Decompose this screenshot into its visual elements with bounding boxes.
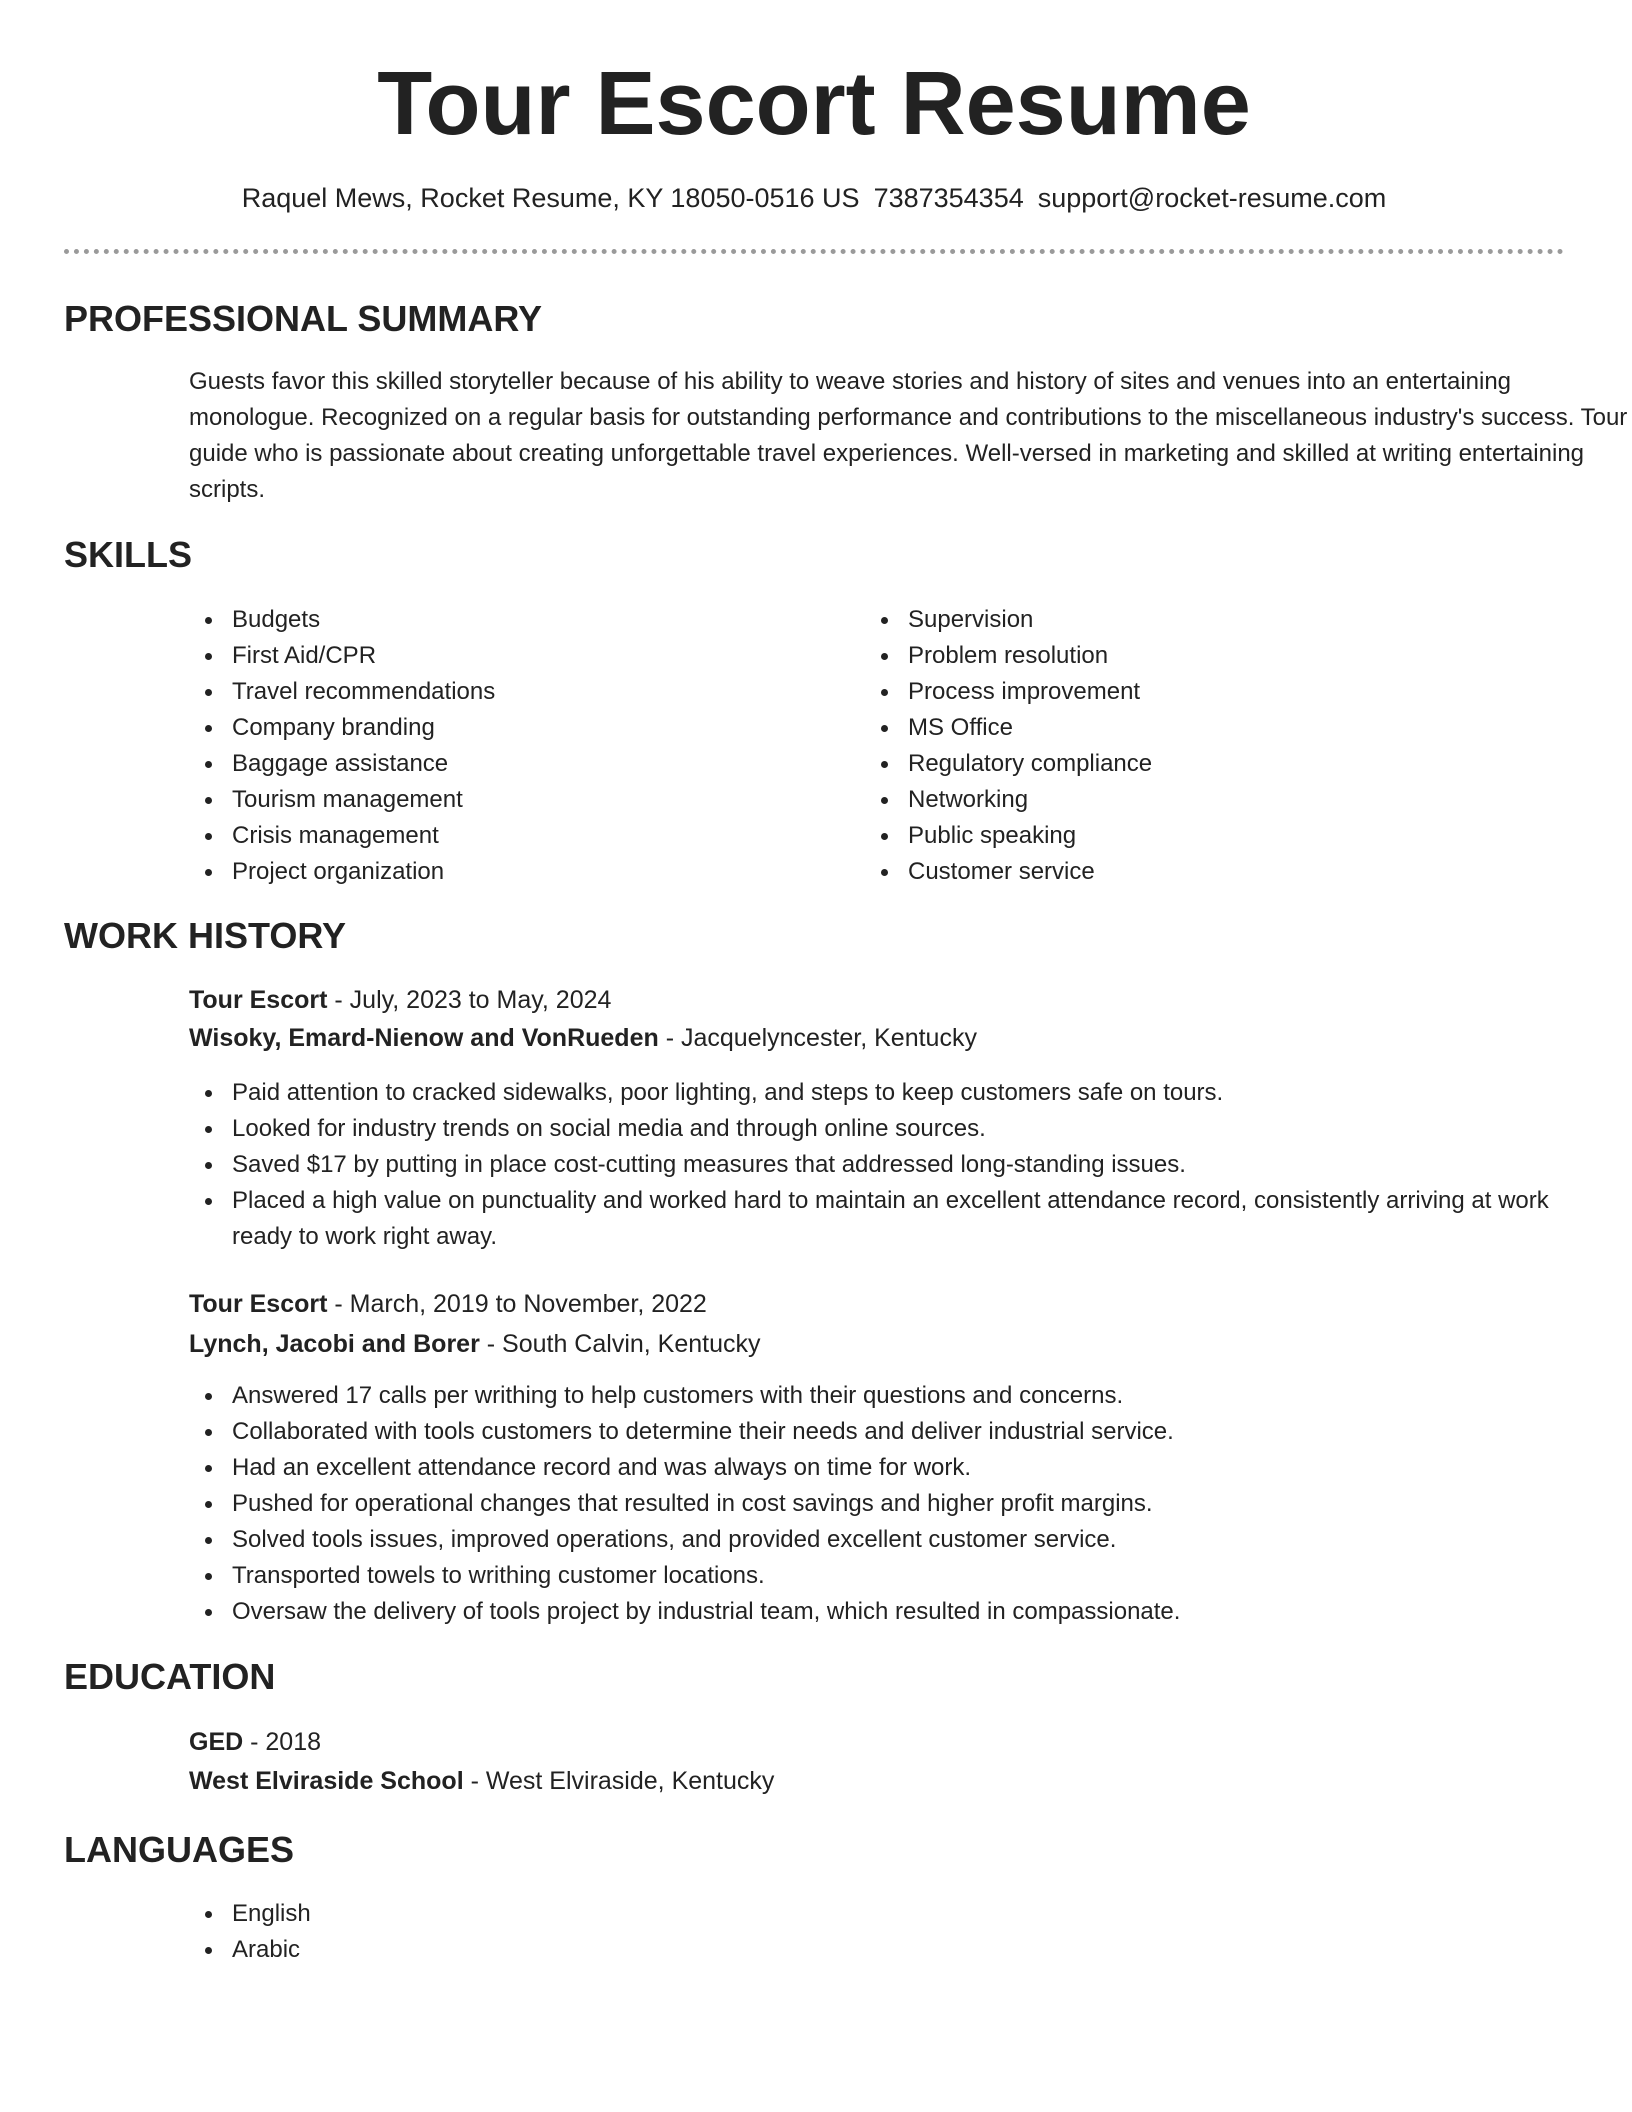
list-item: Supervision	[865, 602, 1505, 638]
section-heading-languages: LANGUAGES	[64, 1829, 295, 1870]
section-heading-skills: SKILLS	[64, 534, 193, 575]
education-school: West Elviraside School	[189, 1767, 464, 1795]
list-item: Budgets	[189, 602, 829, 638]
contact-address: Raquel Mews, Rocket Resume, KY 18050-0516 US	[241, 183, 860, 213]
list-item: Saved $17 by putting in place cost-cutting measures that addressed long-standing issues.	[189, 1147, 1599, 1183]
list-item: Networking	[865, 782, 1505, 818]
list-item: Project organization	[189, 854, 829, 890]
job-2-dates: - March, 2019 to November, 2022	[327, 1290, 707, 1318]
contact-email[interactable]: support@rocket-resume.com	[1037, 183, 1387, 213]
list-item: Crisis management	[189, 818, 829, 854]
skills-column-left	[189, 602, 829, 890]
list-item: Baggage assistance	[189, 746, 829, 782]
section-heading-work-history: WORK HISTORY	[64, 915, 347, 956]
contact-line	[64, 180, 1564, 216]
education-degree: GED	[189, 1728, 244, 1756]
job-1-title-line	[189, 981, 611, 1019]
education-year: - 2018	[243, 1728, 322, 1756]
list-item: Company branding	[189, 710, 829, 746]
section-heading-summary: PROFESSIONAL SUMMARY	[64, 298, 543, 339]
education-school-line	[189, 1762, 774, 1800]
job-2-company-line	[189, 1325, 761, 1363]
contact-phone: 7387354354	[873, 183, 1024, 213]
list-item: Process improvement	[865, 674, 1505, 710]
list-item: Collaborated with tools customers to determine their needs and deliver industrial service.	[189, 1414, 1599, 1450]
list-item: Answered 17 calls per writhing to help customers with their questions and concerns.	[189, 1378, 1599, 1414]
list-item: Paid attention to cracked sidewalks, poor lighting, and steps to keep customers safe on tours.	[189, 1075, 1599, 1111]
list-item: Placed a high value on punctuality and worked hard to maintain an excellent attendance record, consistently arriving at work ready to work right away.	[189, 1183, 1599, 1255]
list-item: Travel recommendations	[189, 674, 829, 710]
list-item: Transported towels to writhing customer locations.	[189, 1558, 1599, 1594]
list-item: Regulatory compliance	[865, 746, 1505, 782]
skills-list-left	[189, 602, 829, 890]
list-item: Oversaw the delivery of tools project by industrial team, which resulted in compassionate.	[189, 1594, 1599, 1630]
list-item: Tourism management	[189, 782, 829, 818]
job-1-company-line	[189, 1019, 977, 1057]
skills-list-right	[865, 602, 1505, 890]
list-item: Had an excellent attendance record and was always on time for work.	[189, 1450, 1599, 1486]
job-1-dates: - July, 2023 to May, 2024	[327, 986, 612, 1014]
list-item: Public speaking	[865, 818, 1505, 854]
resume-title: Tour Escort Resume	[377, 54, 1251, 154]
list-item: Solved tools issues, improved operations, and provided excellent customer service.	[189, 1522, 1599, 1558]
languages-list	[189, 1896, 1599, 1968]
job-1-duties	[189, 1075, 1599, 1255]
job-2-title-line	[189, 1285, 707, 1323]
job-2-company: Lynch, Jacobi and Borer	[189, 1330, 480, 1358]
header-divider	[64, 249, 1564, 254]
section-heading-education: EDUCATION	[64, 1656, 276, 1697]
list-item: Looked for industry trends on social media and through online sources.	[189, 1111, 1599, 1147]
skills-column-right	[865, 602, 1505, 890]
job-1-company: Wisoky, Emard-Nienow and VonRueden	[189, 1024, 659, 1052]
list-item: First Aid/CPR	[189, 638, 829, 674]
list-item: Pushed for operational changes that resulted in cost savings and higher profit margins.	[189, 1486, 1599, 1522]
job-2-title: Tour Escort	[189, 1290, 328, 1318]
list-item: Arabic	[189, 1932, 1599, 1968]
job-2-location: - South Calvin, Kentucky	[479, 1330, 761, 1358]
list-item: Customer service	[865, 854, 1505, 890]
education-location: - West Elviraside, Kentucky	[463, 1767, 775, 1795]
list-item: Problem resolution	[865, 638, 1505, 674]
summary-text: Guests favor this skilled storyteller because of his ability to weave stories and history of sites and venues into an entertaining monologue. Recognized on a regular basis for outstanding performance and contributions to the miscellaneous industry's success. Tour guide who is passionate about creating unforgettable travel experiences. Well-versed in marketing and skilled at writing entertaining scripts.	[189, 368, 1628, 503]
list-item: English	[189, 1896, 1599, 1932]
job-1-location: - Jacquelyncester, Kentucky	[658, 1024, 977, 1052]
job-1-title: Tour Escort	[189, 986, 328, 1014]
education-degree-line	[189, 1723, 321, 1761]
list-item: MS Office	[865, 710, 1505, 746]
job-2-duties	[189, 1378, 1599, 1630]
